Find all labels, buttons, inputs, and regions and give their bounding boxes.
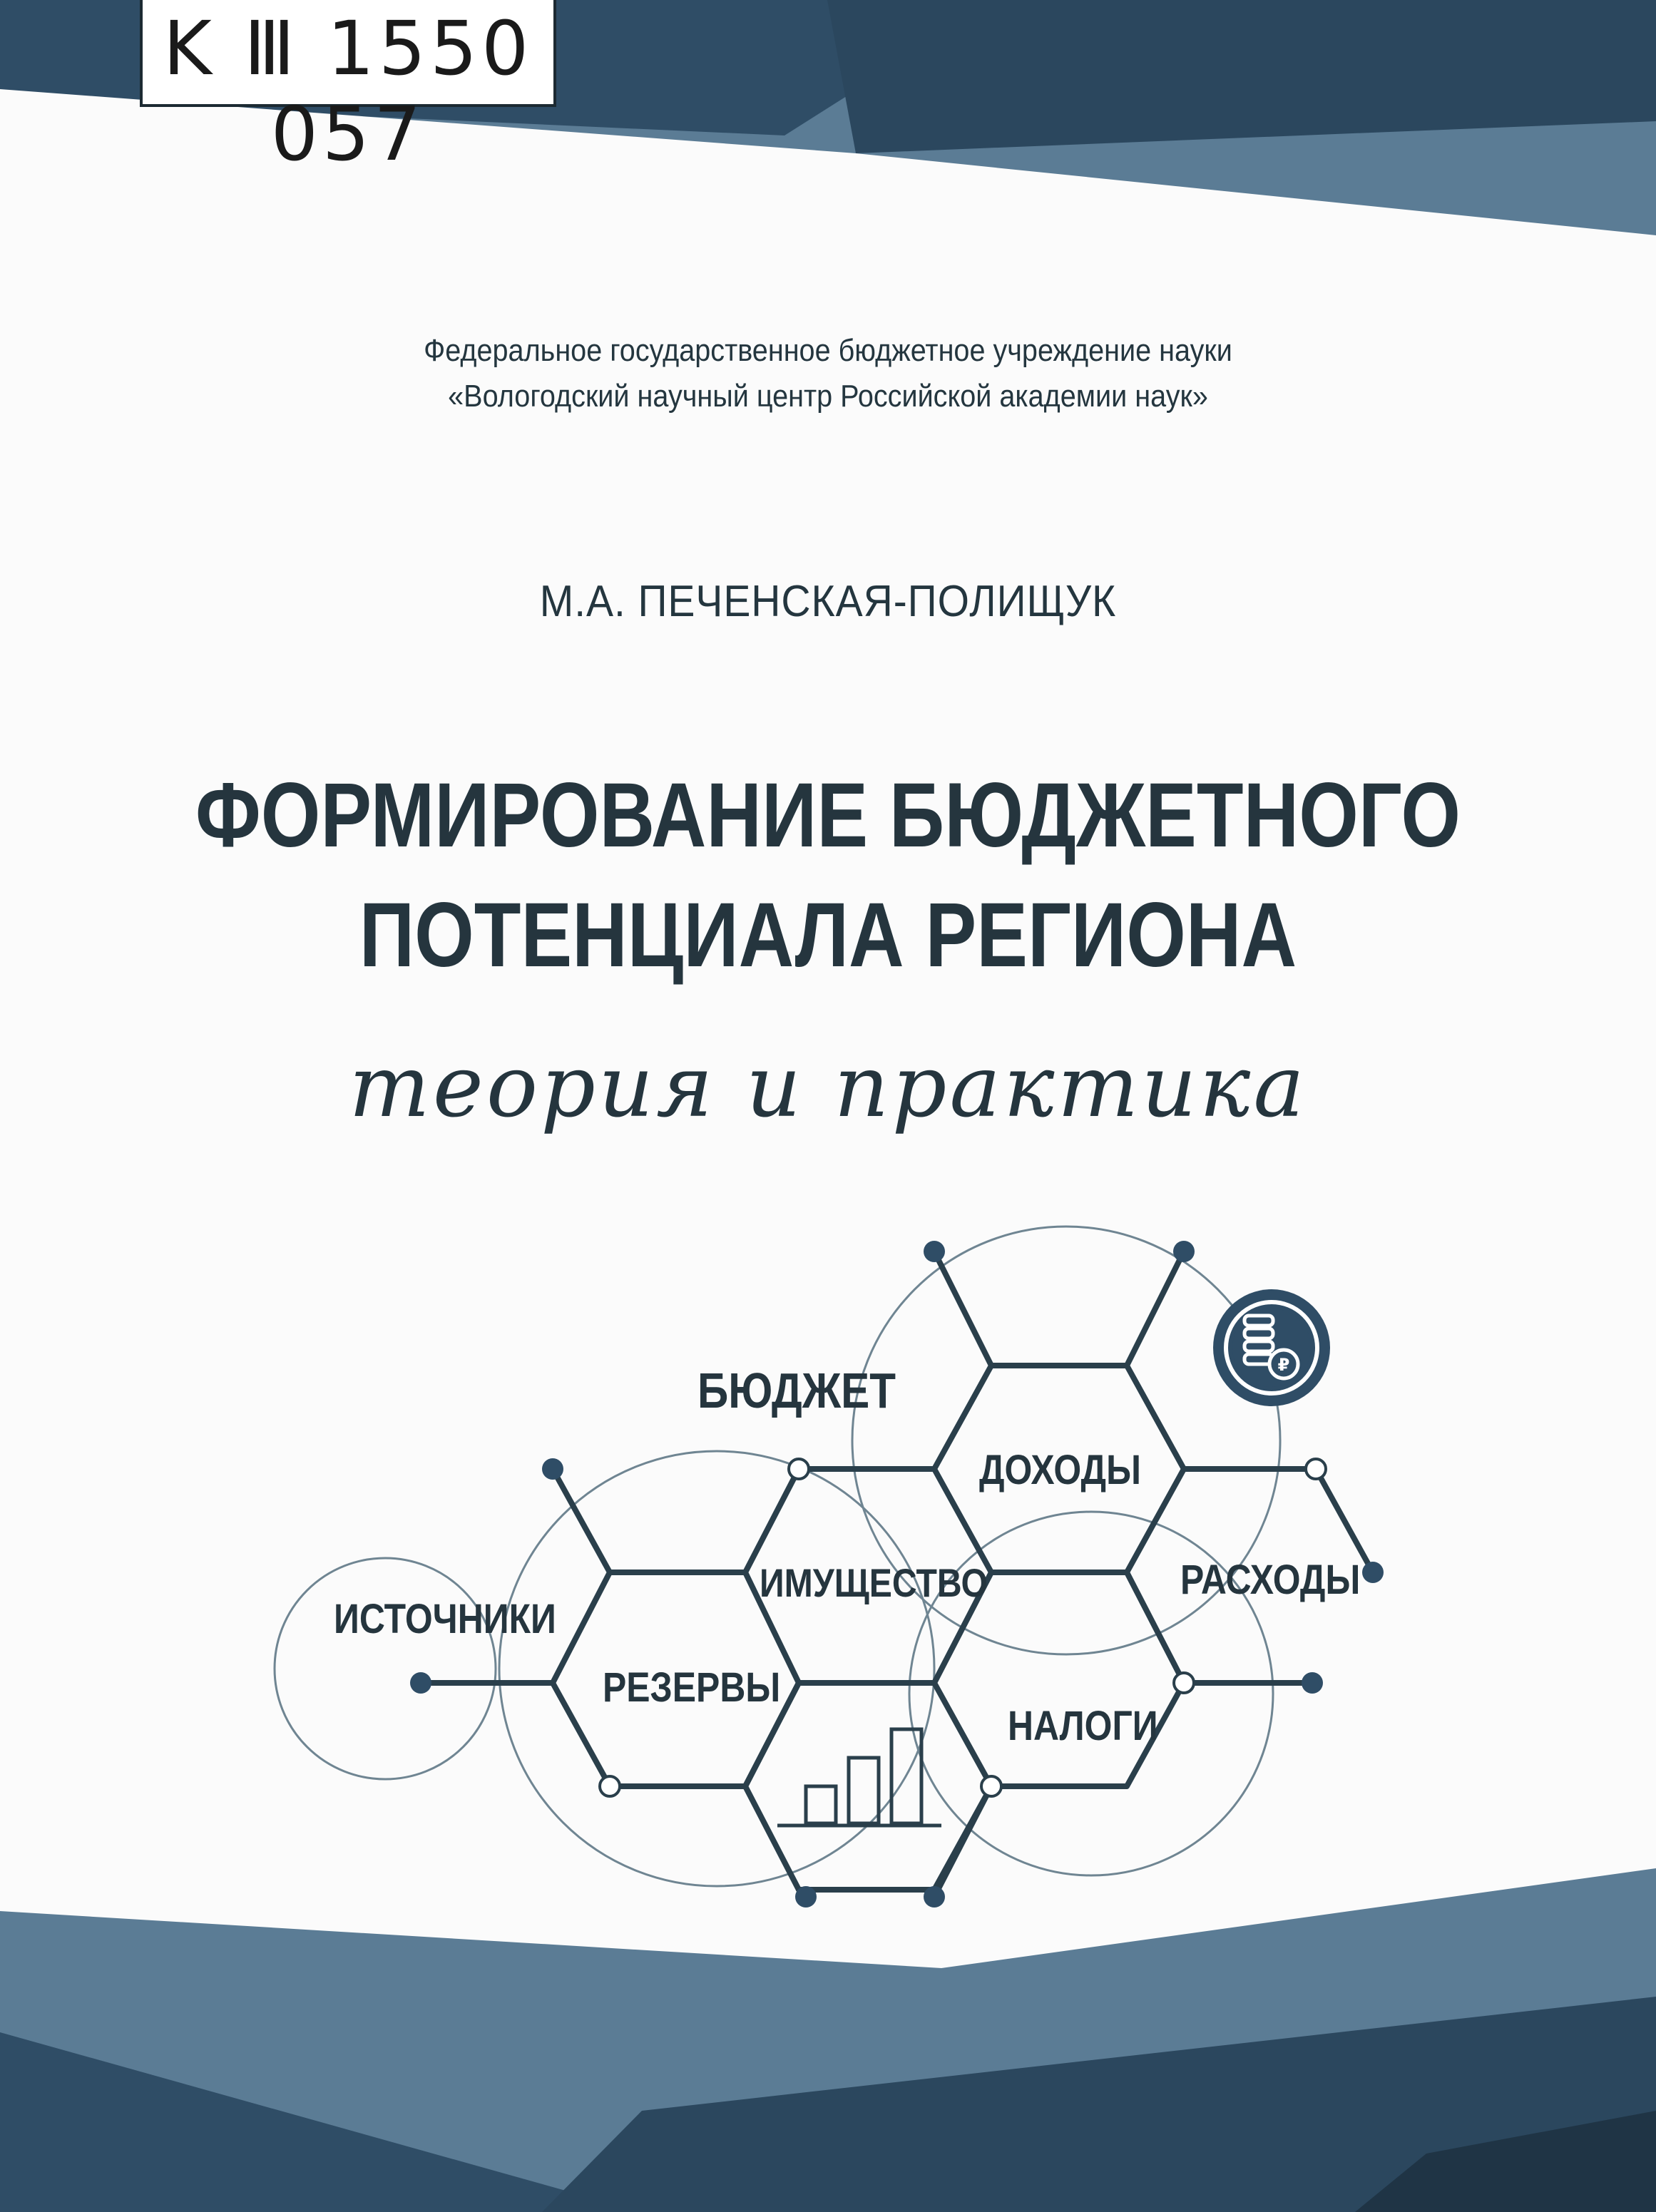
label-taxes: НАЛОГИ <box>1008 1703 1158 1749</box>
stamp-number: K Ⅲ 1550 057 <box>163 5 533 178</box>
node-dot <box>542 1458 563 1480</box>
label-reserves: РЕЗЕРВЫ <box>603 1664 781 1711</box>
node-dot <box>924 1886 945 1908</box>
node-dot <box>1173 1241 1195 1262</box>
label-income: ДОХОДЫ <box>979 1447 1141 1493</box>
svg-text:₽: ₽ <box>1277 1355 1290 1375</box>
node-dot <box>795 1886 817 1908</box>
label-property: ИМУЩЕСТВО <box>760 1560 988 1605</box>
book-title <box>133 756 1523 995</box>
organization <box>83 328 1573 419</box>
node-dot <box>1302 1672 1323 1694</box>
label-expenses: РАСХОДЫ <box>1180 1557 1361 1603</box>
author: М.А. ПЕЧЕНСКАЯ-ПОЛИЩУК <box>539 577 1117 626</box>
label-sources: ИСТОЧНИКИ <box>334 1596 556 1642</box>
node-ring <box>981 1776 1001 1796</box>
organization-line: «Вологодский научный центр Российской академии наук» <box>448 379 1208 414</box>
node-dot <box>924 1241 945 1262</box>
node-ring <box>1306 1459 1326 1479</box>
title-line: ФОРМИРОВАНИЕ БЮДЖЕТНОГО <box>195 764 1461 866</box>
node-ring <box>1174 1673 1194 1693</box>
node-dot <box>1362 1562 1384 1583</box>
coins-ruble-icon <box>1213 1289 1330 1406</box>
library-stamp <box>140 0 556 178</box>
node-dot <box>410 1672 431 1694</box>
node-ring <box>600 1776 620 1796</box>
title-line: ПОТЕНЦИАЛА РЕГИОНА <box>359 884 1297 986</box>
label-budget: БЮДЖЕТ <box>697 1363 896 1418</box>
organization-line: Федеральное государственное бюджетное учреждение науки <box>424 333 1232 368</box>
subtitle: теория и практика <box>349 1038 1307 1137</box>
node-ring <box>789 1459 809 1479</box>
